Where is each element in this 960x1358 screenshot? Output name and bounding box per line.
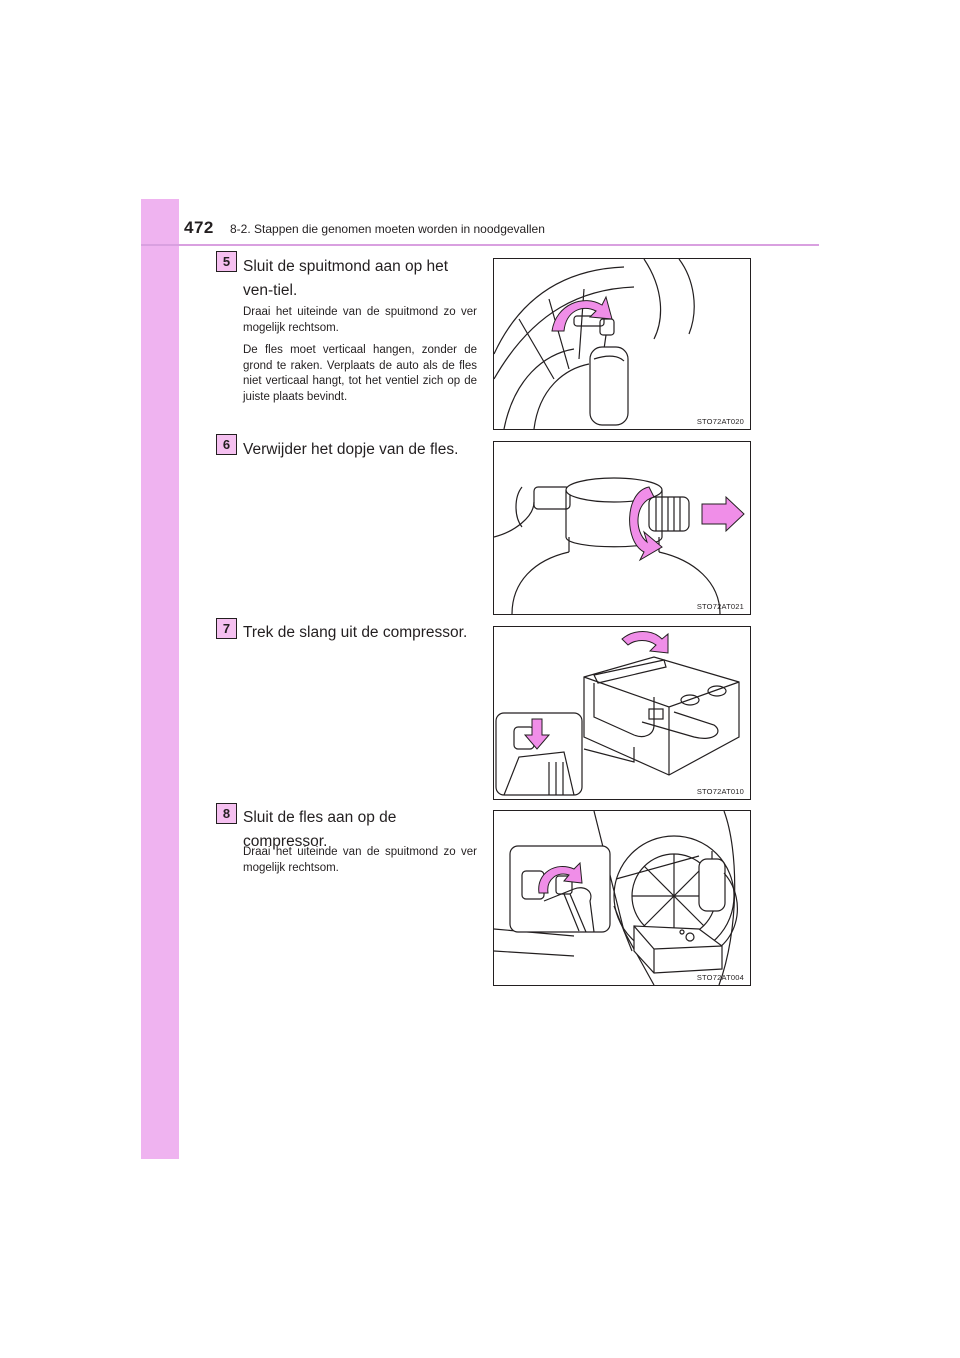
section-title: 8-2. Stappen die genomen moeten worden in noodgevallen xyxy=(230,222,545,236)
step-paragraph: De fles moet verticaal hangen, zonder de grond te raken. Verplaats de auto als de fles niet verticaal hangt, tot het ventiel zich op de juiste plaats bevindt. xyxy=(243,344,477,403)
pull-direction-arrow-icon xyxy=(702,497,744,531)
step-title: Verwijder het dopje van de fles. xyxy=(243,441,459,458)
step-title: Sluit de spuitmond aan op het ven-tiel. xyxy=(243,258,449,299)
illustration-nozzle-valve xyxy=(494,259,750,429)
step-number-badge: 6 xyxy=(216,434,237,455)
step-description xyxy=(243,845,477,883)
figure-code: STO72AT010 xyxy=(696,787,744,796)
figure-code: STO72AT004 xyxy=(696,973,744,982)
step-number-badge: 8 xyxy=(216,803,237,824)
figure-remove-bottle-cap xyxy=(493,441,751,615)
figure-connect-nozzle-to-valve xyxy=(493,258,751,430)
illustration-bottle-compressor xyxy=(494,811,750,985)
step-title: Sluit de fles aan op de compressor. xyxy=(243,809,397,850)
page-number: 472 xyxy=(184,218,214,237)
step-paragraph: Draai het uiteinde van de spuitmond zo ver mogelijk rechtsom. xyxy=(243,846,477,874)
figure-code: STO72AT021 xyxy=(696,602,744,611)
header-divider xyxy=(141,244,819,246)
illustration-bottle-cap xyxy=(494,442,750,614)
figure-connect-bottle-to-compressor xyxy=(493,810,751,986)
step-description xyxy=(243,305,477,412)
step-number-badge: 7 xyxy=(216,618,237,639)
figure-pull-hose-from-compressor xyxy=(493,626,751,800)
header-band xyxy=(141,199,179,245)
step-paragraph: Draai het uiteinde van de spuitmond zo ver mogelijk rechtsom. xyxy=(243,306,477,334)
rotate-clockwise-arrow-icon xyxy=(622,632,668,654)
step-title: Trek de slang uit de compressor. xyxy=(243,624,468,641)
illustration-compressor-hose xyxy=(494,627,750,799)
step-number-badge: 5 xyxy=(216,251,237,272)
chapter-sidebar-tab xyxy=(141,199,179,1159)
figure-code: STO72AT020 xyxy=(696,417,744,426)
